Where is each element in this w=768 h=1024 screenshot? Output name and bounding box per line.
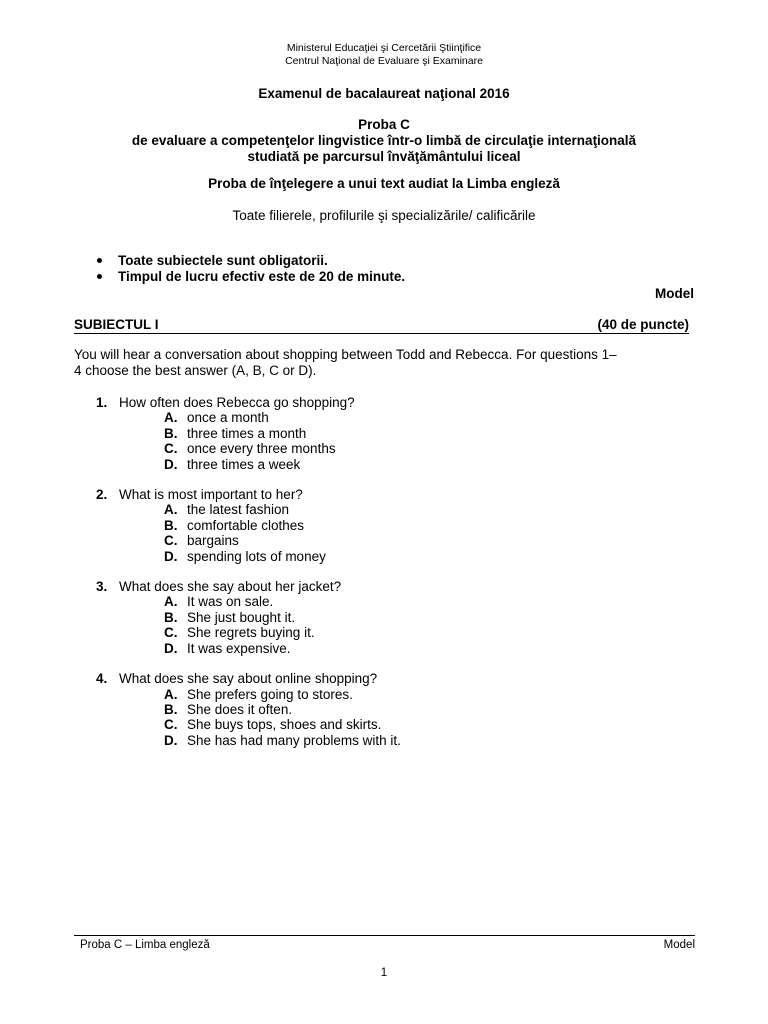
option-text: comfortable clothes	[187, 517, 305, 533]
question-text: How often does Rebecca go shopping?	[119, 395, 355, 410]
option-letter: A.	[164, 686, 178, 702]
option-a	[96, 410, 401, 425]
question-number: 3.	[96, 579, 108, 595]
option-c	[96, 441, 401, 456]
footer-divider	[74, 935, 695, 936]
center-name: Centrul Naţional de Evaluare şi Examinare	[285, 55, 483, 67]
option-letter: B.	[164, 609, 178, 625]
question-3	[96, 579, 401, 656]
question-1	[96, 395, 401, 472]
option-letter: D.	[164, 732, 178, 748]
option-letter: D.	[164, 456, 178, 472]
page-header	[0, 42, 768, 68]
option-text: three times a month	[187, 425, 307, 441]
proba-line-1: Proba C	[358, 117, 410, 132]
filiere-subtitle: Toate filierele, profilurile şi specializările/ calificările	[232, 208, 536, 223]
option-text: once every three months	[187, 441, 336, 457]
option-letter: C.	[164, 717, 178, 733]
question-2	[96, 487, 401, 564]
option-letter: A.	[164, 502, 178, 518]
option-c	[96, 717, 401, 732]
option-text: once a month	[187, 410, 269, 426]
option-letter: C.	[164, 441, 178, 457]
option-d	[96, 457, 401, 472]
option-letter: C.	[164, 625, 178, 641]
subject-heading	[74, 317, 689, 334]
question-list	[96, 395, 401, 763]
option-text: She has had many problems with it.	[187, 732, 401, 748]
option-letter: D.	[164, 548, 178, 564]
rule-item: Toate subiectele sunt obligatorii.	[95, 253, 405, 269]
question-text: What does she say about online shopping?	[119, 671, 378, 687]
option-d	[96, 549, 401, 564]
exam-title: Examenul de bacalaureat naţional 2016	[258, 86, 510, 101]
option-a	[96, 502, 401, 517]
option-c	[96, 533, 401, 548]
proba-line-2: de evaluare a competenţelor lingvistice într-o limbă de circulaţie internaţională	[131, 133, 637, 148]
option-letter: D.	[164, 640, 178, 656]
footer-model-label: Model	[663, 939, 695, 951]
option-letter: B.	[164, 517, 178, 533]
subject-title: SUBIECTUL I	[74, 317, 159, 332]
option-letter: C.	[164, 533, 178, 549]
option-text: She just bought it.	[187, 609, 296, 625]
option-text: bargains	[187, 533, 239, 549]
question-text: What does she say about her jacket?	[119, 579, 342, 595]
page-number: 1	[380, 967, 388, 979]
instructions-line-2: 4 choose the best answer (A, B, C or D).	[74, 363, 317, 378]
option-d	[96, 733, 401, 748]
footer-exam-name: Proba C – Limba engleză	[80, 939, 210, 951]
ministry-name: Ministerul Educaţiei şi Cercetării Ştiinţifice	[286, 42, 482, 54]
proba-title	[0, 117, 768, 165]
option-text: the latest fashion	[187, 502, 290, 518]
option-text: She buys tops, shoes and skirts.	[187, 717, 382, 733]
option-d	[96, 641, 401, 656]
rules-list	[95, 253, 405, 285]
instructions-line-1: You will hear a conversation about shopping between Todd and Rebecca. For questions 1–	[74, 347, 617, 362]
option-b	[96, 702, 401, 717]
question-number: 2.	[96, 487, 108, 503]
option-letter: A.	[164, 594, 178, 610]
proba-line-3: studiată pe parcursul învăţământului liceal	[247, 149, 521, 164]
option-c	[96, 625, 401, 640]
option-a	[96, 687, 401, 702]
question-number: 4.	[96, 671, 108, 687]
option-letter: B.	[164, 701, 178, 717]
option-text: It was expensive.	[187, 640, 291, 656]
option-b	[96, 610, 401, 625]
option-a	[96, 594, 401, 609]
question-number: 1.	[96, 395, 108, 410]
instructions	[74, 347, 674, 379]
subject-points: (40 de puncte)	[597, 317, 689, 332]
question-text: What is most important to her?	[119, 487, 303, 503]
option-b	[96, 518, 401, 533]
option-text: She does it often.	[187, 701, 293, 717]
option-letter: A.	[164, 410, 178, 426]
option-text: three times a week	[187, 456, 301, 472]
option-text: spending lots of money	[187, 548, 326, 564]
option-text: She regrets buying it.	[187, 625, 315, 641]
question-4	[96, 671, 401, 748]
rule-item: Timpul de lucru efectiv este de 20 de minute.	[95, 269, 405, 285]
listening-title: Proba de înţelegere a unui text audiat la Limba engleză	[208, 176, 560, 191]
model-label: Model	[655, 286, 694, 301]
option-letter: B.	[164, 425, 178, 441]
option-text: It was on sale.	[187, 594, 274, 610]
option-b	[96, 426, 401, 441]
option-text: She prefers going to stores.	[187, 686, 353, 702]
